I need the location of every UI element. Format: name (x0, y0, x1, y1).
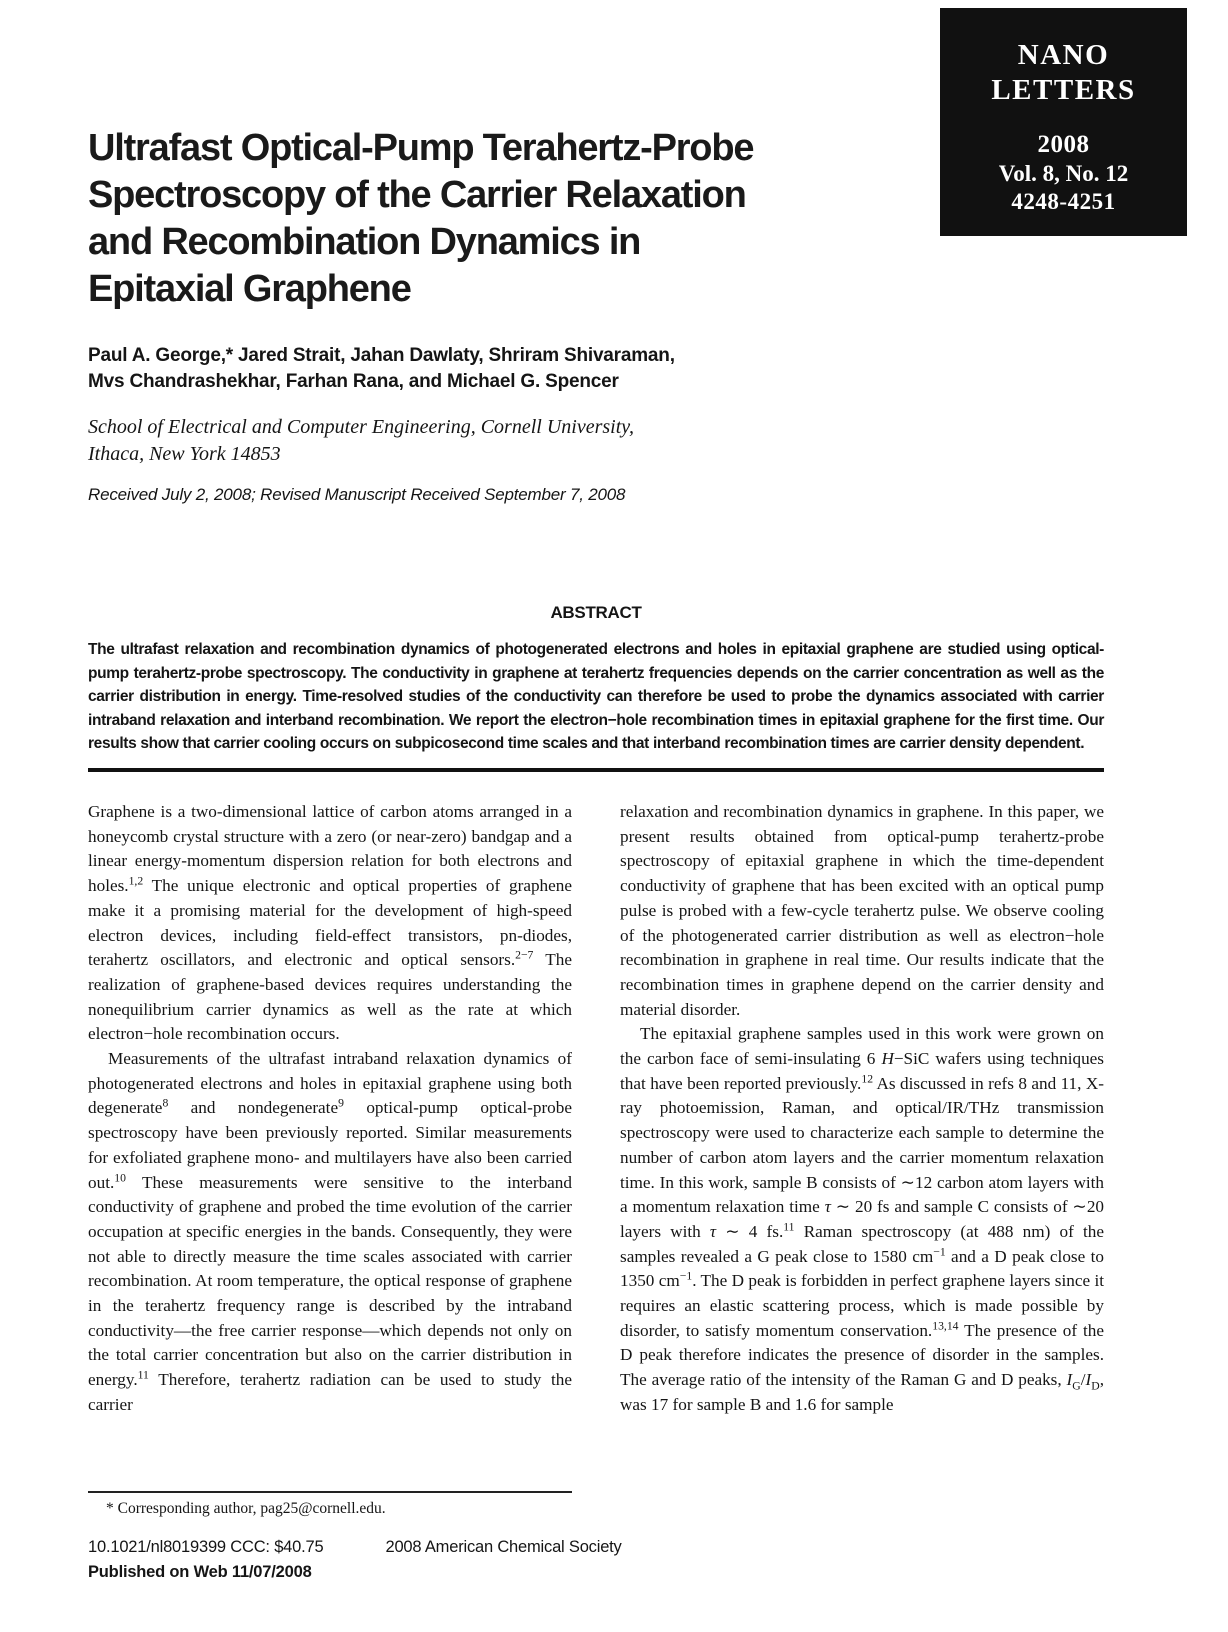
affiliation (88, 414, 808, 468)
article-title-line1: Ultrafast Optical-Pump Terahertz-Probe (88, 127, 754, 169)
article-title-line2: Spectroscopy of the Carrier Relaxation (88, 174, 746, 216)
article-title-line3: and Recombination Dynamics in (88, 221, 641, 263)
affiliation-line2: Ithaca, New York 14853 (88, 443, 281, 465)
body-paragraph: relaxation and recombination dynamics in graphene. In this paper, we present results obtained from optical-pump terahertz-probe spectroscopy of epitaxial graphene in which the time-dependent conductivity of graphene that has been excited with an optical pump pulse is probed with a few-cycle terahertz pulse. We observe cooling of the photogenerated carrier distribution as well as electron−hole recombination in graphene in real time. Our results indicate that the recombination times in graphene depend on the carrier density and material disorder. (620, 802, 1104, 1019)
abstract-divider-rule (88, 768, 1104, 772)
journal-name-line2: LETTERS (991, 74, 1136, 106)
body-paragraph: Graphene is a two-dimensional lattice of carbon atoms arranged in a honeycomb crystal structure with a zero (or near-zero) bandgap and a linear energy-momentum dispersion relation for both electrons and holes.$^{1,2}$ The unique electronic and optical properties of graphene make it a promising material for the development of high-speed electron devices, including field-effect transistors, pn-diodes, terahertz oscillators, and electronic and optical sensors.$^{2-7}$ The realization of graphene-based devices requires understanding the nonequilibrium carrier dynamics as well as the rate at which electron−hole recombination occurs. (88, 802, 572, 1044)
article-title-line4: Epitaxial Graphene (88, 268, 411, 310)
article-title (88, 125, 918, 313)
body-paragraph: Measurements of the ultrafast intraband relaxation dynamics of photogenerated electrons and holes in epitaxial graphene using both degenerate$^8$ and nondegenerate$^9$ optical-pump optical-probe spectroscopy have been previously reported. Similar measurements for exfoliated graphene mono- and multilayers have also been carried out.$^{10}$ These measurements were sensitive to the interband conductivity of graphene and probed the time evolution of the carrier occupation at specific energies in the bands. Consequently, they were not able to directly measure the time scales associated with carrier recombination. At room temperature, the optical response of graphene in the terahertz frequency range is described by the intraband conductivity—the free carrier response—which depends not only on the total carrier concentration but also on the carrier distribution in energy.$^{11}$ Therefore, terahertz radiation can be used to study the carrier (88, 1049, 572, 1414)
footer-published-line: Published on Web 11/07/2008 (88, 1563, 312, 1581)
footer-doi-line (88, 1538, 688, 1557)
journal-year: 2008 (1037, 131, 1090, 158)
body-paragraph: The epitaxial graphene samples used in this work were grown on the carbon face of semi-insulating 6 H−SiC wafers using techniques that have been reported previously.$^{12}$ As discussed in refs 8 and 11, X-ray photoemission, Raman, and optical/IR/THz transmission spectroscopy were used to characterize each sample to determine the number of carbon atom layers and the carrier momentum relaxation time. In this work, sample B consists of ∼12 carbon atom layers with a momentum relaxation time τ ∼ 20 fs and sample C consists of ∼20 layers with τ ∼ 4 fs.$^{11}$ Raman spectroscopy (at 488 nm) of the samples revealed a G peak close to 1580 $cm^{-1}$ and a D peak close to 1350 $cm^{-1}$. The D peak is forbidden in perfect graphene layers since it requires an elastic scattering process, which is made possible by disorder, to satisfy momentum conservation.$^{13,14}$ The presence of the D peak therefore indicates the presence of disorder in the samples. The average ratio of the intensity of the Raman G and D peaks, $I_G/I_D$, was 17 for sample B and 1.6 for sample (620, 1024, 1105, 1414)
abstract-heading: ABSTRACT (550, 603, 642, 622)
received-dates: Received July 2, 2008; Revised Manuscript Received September 7, 2008 (88, 485, 626, 504)
author-list (88, 343, 808, 395)
body-column-left (88, 800, 572, 1418)
author-list-line2: Mvs Chandrashekhar, Farhan Rana, and Michael G. Spencer (88, 371, 619, 392)
journal-volume: Vol. 8, No. 12 (998, 161, 1129, 186)
body-column-right (620, 800, 1104, 1418)
footnote-divider-rule (88, 1491, 572, 1493)
journal-name-line1: NANO (1017, 39, 1110, 71)
corresponding-author-footnote: * Corresponding author, pag25@cornell.edu. (106, 1500, 386, 1517)
author-list-line1: Paul A. George,* Jared Strait, Jahan Dawlaty, Shriram Shivaraman, (88, 345, 675, 366)
abstract-text: The ultrafast relaxation and recombination dynamics of photogenerated electrons and holes in epitaxial graphene are studied using optical-pump terahertz-probe spectroscopy. The conductivity in graphene at terahertz frequencies depends on the carrier concentration as well as the carrier distribution in energy. Time-resolved studies of the conductivity can therefore be used to probe the dynamics associated with carrier intraband relaxation and interband recombination. We report the electron−hole recombination times in epitaxial graphene for the first time. Our results show that carrier cooling occurs on subpicosecond time scales and that interband recombination times are carrier density dependent. (88, 641, 1104, 753)
footer-doi-ccc: 10.1021/nl8019399 CCC: $40.75 (88, 1538, 324, 1556)
journal-masthead (940, 8, 1187, 236)
affiliation-line1: School of Electrical and Computer Engineering, Cornell University, (88, 416, 635, 438)
journal-pages: 4248-4251 (1011, 189, 1116, 214)
journal-masthead-spacer (940, 108, 1187, 130)
footer-copyright: 2008 American Chemical Society (385, 1538, 622, 1556)
